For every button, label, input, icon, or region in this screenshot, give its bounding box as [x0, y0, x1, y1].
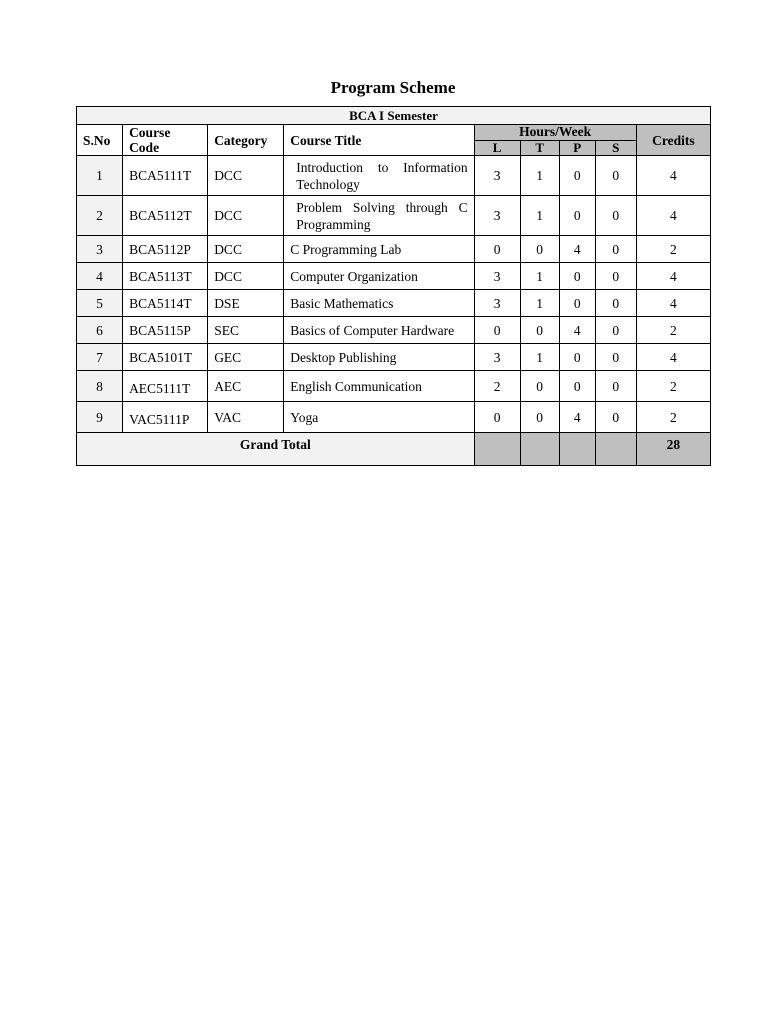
course-title-cell: Basic Mathematics: [284, 290, 474, 317]
credits-cell: 2: [636, 371, 710, 402]
seminar-cell: 0: [595, 290, 636, 317]
course-code-cell: BCA5112T: [123, 196, 208, 236]
course-code-cell: BCA5113T: [123, 263, 208, 290]
table-row: [77, 290, 711, 317]
lecture-cell: 3: [474, 263, 520, 290]
course-title-cell: Computer Organization: [284, 263, 474, 290]
course-title-cell: Basics of Computer Hardware: [284, 317, 474, 344]
practical-cell: 0: [559, 344, 595, 371]
category-cell: DCC: [208, 236, 284, 263]
lecture-cell: 3: [474, 196, 520, 236]
course-code-cell: BCA5114T: [123, 290, 208, 317]
seminar-cell: 0: [595, 236, 636, 263]
course-code-cell: AEC5111T: [123, 371, 208, 402]
credits-cell: 4: [636, 196, 710, 236]
grand-total-label: Grand Total: [77, 433, 475, 466]
lecture-cell: 0: [474, 317, 520, 344]
course-code-cell: BCA5101T: [123, 344, 208, 371]
category-cell: DCC: [208, 156, 284, 196]
program-scheme-table: [76, 106, 711, 466]
course-title-cell: Problem Solving through C Programming: [284, 196, 474, 236]
credits-cell: 4: [636, 156, 710, 196]
sno-cell: 8: [77, 371, 123, 402]
grand-total-s-cell: [595, 433, 636, 466]
credits-cell: 4: [636, 344, 710, 371]
practical-cell: 0: [559, 156, 595, 196]
seminar-cell: 0: [595, 371, 636, 402]
seminar-cell: 0: [595, 196, 636, 236]
sno-header: S.No: [77, 125, 123, 156]
sno-cell: 7: [77, 344, 123, 371]
course-title-header: Course Title: [284, 125, 474, 156]
table-row: [77, 371, 711, 402]
grand-total-credits: 28: [636, 433, 710, 466]
sno-cell: 4: [77, 263, 123, 290]
grand-total-row: [77, 433, 711, 466]
lecture-cell: 3: [474, 290, 520, 317]
credits-cell: 4: [636, 290, 710, 317]
seminar-cell: 0: [595, 402, 636, 433]
table-row: [77, 236, 711, 263]
category-header: Category: [208, 125, 284, 156]
category-cell: GEC: [208, 344, 284, 371]
grand-total-l-cell: [474, 433, 520, 466]
seminar-cell: 0: [595, 344, 636, 371]
table-row: [77, 317, 711, 344]
credits-cell: 2: [636, 236, 710, 263]
tutorial-cell: 0: [520, 236, 559, 263]
sno-cell: 3: [77, 236, 123, 263]
seminar-cell: 0: [595, 317, 636, 344]
course-title-cell: English Communication: [284, 371, 474, 402]
credits-cell: 2: [636, 402, 710, 433]
practical-cell: 4: [559, 402, 595, 433]
lecture-cell: 2: [474, 371, 520, 402]
credits-header: Credits: [636, 125, 710, 156]
table-row: [77, 263, 711, 290]
tutorial-cell: 0: [520, 402, 559, 433]
tutorial-cell: 0: [520, 317, 559, 344]
tutorial-cell: 1: [520, 344, 559, 371]
lecture-cell: 0: [474, 402, 520, 433]
grand-total-t-cell: [520, 433, 559, 466]
table-row: [77, 196, 711, 236]
practical-cell: 0: [559, 371, 595, 402]
category-cell: SEC: [208, 317, 284, 344]
sno-cell: 9: [77, 402, 123, 433]
lecture-cell: 0: [474, 236, 520, 263]
page-title: Program Scheme: [330, 78, 456, 97]
practical-cell: 0: [559, 290, 595, 317]
lecture-header: L: [474, 140, 520, 156]
table-row: [77, 156, 711, 196]
course-title-cell: Introduction to Information Technology: [284, 156, 474, 196]
tutorial-cell: 1: [520, 156, 559, 196]
sno-cell: 1: [77, 156, 123, 196]
course-title-cell: Desktop Publishing: [284, 344, 474, 371]
tutorial-cell: 1: [520, 196, 559, 236]
practical-cell: 0: [559, 263, 595, 290]
category-cell: DCC: [208, 196, 284, 236]
sno-cell: 2: [77, 196, 123, 236]
course-code-header: Course Code: [123, 125, 208, 156]
course-code-cell: VAC5111P: [123, 402, 208, 433]
tutorial-cell: 0: [520, 371, 559, 402]
lecture-cell: 3: [474, 156, 520, 196]
sno-cell: 6: [77, 317, 123, 344]
grand-total-p-cell: [559, 433, 595, 466]
table-row: [77, 402, 711, 433]
course-code-cell: BCA5111T: [123, 156, 208, 196]
category-cell: AEC: [208, 371, 284, 402]
seminar-header: S: [595, 140, 636, 156]
lecture-cell: 3: [474, 344, 520, 371]
course-title-cell: Yoga: [284, 402, 474, 433]
credits-cell: 2: [636, 317, 710, 344]
course-code-cell: BCA5115P: [123, 317, 208, 344]
category-cell: DCC: [208, 263, 284, 290]
table-row: [77, 344, 711, 371]
sno-cell: 5: [77, 290, 123, 317]
tutorial-cell: 1: [520, 263, 559, 290]
seminar-cell: 0: [595, 263, 636, 290]
practical-cell: 4: [559, 317, 595, 344]
semester-heading: BCA I Semester: [77, 107, 711, 125]
tutorial-header: T: [520, 140, 559, 156]
practical-header: P: [559, 140, 595, 156]
category-cell: VAC: [208, 402, 284, 433]
seminar-cell: 0: [595, 156, 636, 196]
credits-cell: 4: [636, 263, 710, 290]
category-cell: DSE: [208, 290, 284, 317]
practical-cell: 0: [559, 196, 595, 236]
practical-cell: 4: [559, 236, 595, 263]
course-title-cell: C Programming Lab: [284, 236, 474, 263]
course-code-cell: BCA5112P: [123, 236, 208, 263]
hours-week-header: Hours/Week: [474, 125, 636, 141]
tutorial-cell: 1: [520, 290, 559, 317]
